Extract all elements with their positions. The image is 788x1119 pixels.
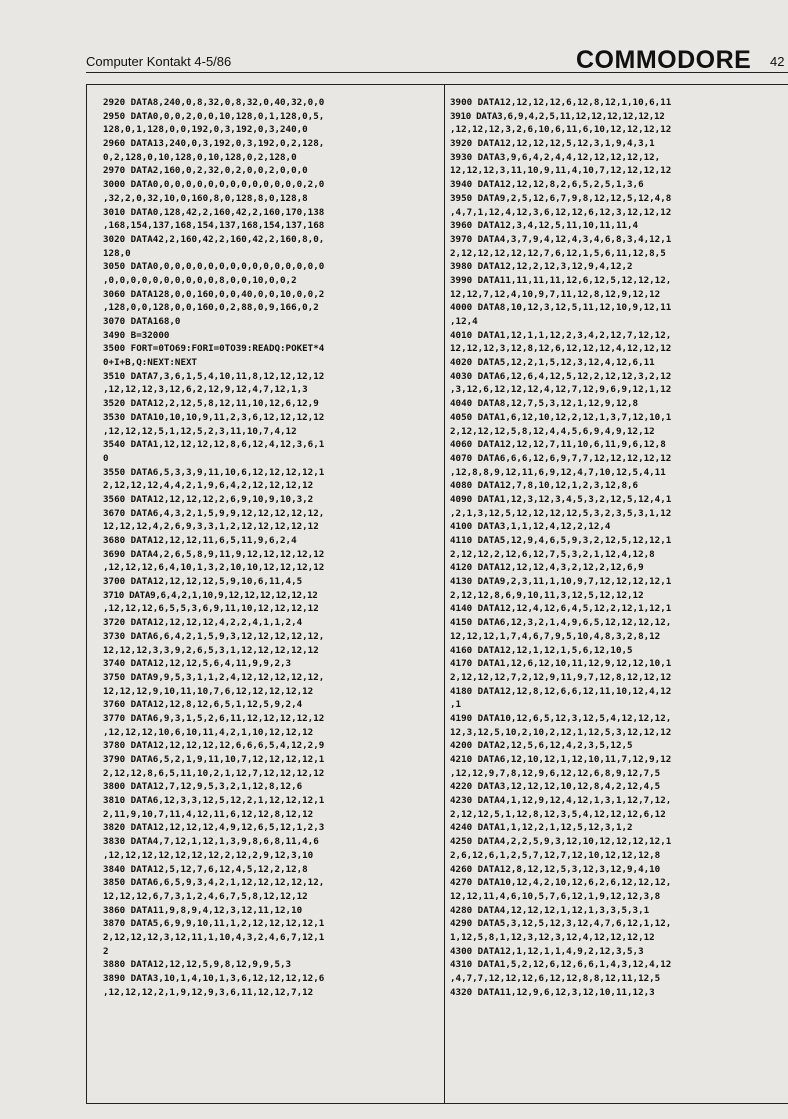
code-line: 4140 DATA12,12,4,12,6,4,5,12,2,12,1,12,1 — [450, 603, 672, 615]
code-line: 4040 DATA8,12,7,5,3,12,1,12,9,12,8 — [450, 398, 639, 410]
code-line: 3750 DATA9,9,5,3,1,1,2,4,12,12,12,12,12, — [103, 671, 325, 683]
code-line: 3560 DATA12,12,12,12,2,6,9,10,9,10,3,2 — [103, 493, 314, 505]
code-line: 4110 DATA5,12,9,4,6,5,9,3,2,12,5,12,12,1 — [450, 535, 672, 546]
code-line: 4020 DATA5,12,2,1,5,12,3,12,4,12,6,11 — [450, 357, 655, 369]
code-line: 4100 DATA3,1,1,12,4,12,2,12,4 — [450, 521, 611, 533]
code-line: 3490 B=32000 — [103, 329, 170, 341]
code-line: 3970 DATA4,3,7,9,4,12,4,3,4,6,8,3,4,12,1 — [450, 233, 672, 245]
page-header — [86, 46, 786, 74]
listing-column-right — [450, 96, 786, 999]
code-line: 12,3,12,5,10,2,10,2,12,1,12,5,3,12,12,12 — [450, 726, 672, 738]
code-line: 2,6,12,6,1,2,5,7,12,7,12,10,12,12,12,8 — [450, 849, 661, 861]
code-line: 12,12,12,1,7,4,6,7,9,5,10,4,8,3,2,8,12 — [450, 630, 661, 642]
code-line: ,12,12,12,6,4,10,1,3,2,10,10,12,12,12,12 — [103, 562, 325, 574]
code-line: 3510 DATA7,3,6,1,5,4,10,11,8,12,12,12,12 — [103, 370, 325, 382]
code-line: 3920 DATA12,12,12,12,5,12,3,1,9,4,3,1 — [450, 138, 655, 150]
code-line: 128,0 — [103, 247, 131, 259]
code-line: ,12,4 — [450, 316, 478, 327]
code-line: 2950 DATA0,0,0,2,0,0,10,128,0,1,128,0,5, — [103, 110, 325, 122]
code-line: 3700 DATA12,12,12,12,5,9,10,6,11,4,5 — [103, 576, 303, 588]
code-line: 2,12,12,12,12,12,7,6,12,1,5,6,11,12,8,5 — [450, 247, 666, 259]
code-line: 3730 DATA6,6,4,2,1,5,9,3,12,12,12,12,12, — [103, 630, 325, 642]
code-line: 3680 DATA12,12,12,11,6,5,11,9,6,2,4 — [103, 535, 297, 546]
code-line: ,12,12,12,5,1,12,5,2,3,11,10,7,4,12 — [103, 425, 297, 437]
code-line: 2 — [103, 945, 109, 957]
code-line: 12,12,12,4,2,6,9,3,3,1,2,12,12,12,12,12 — [103, 521, 319, 533]
code-line: ,12,12,12,2,1,9,12,9,3,6,11,12,12,7,12 — [103, 986, 314, 998]
code-line: 4220 DATA3,12,12,12,10,12,8,4,2,12,4,5 — [450, 781, 661, 793]
code-line: 4070 DATA6,6,6,12,6,9,7,7,12,12,12,12,12 — [450, 452, 672, 464]
code-line: 12,12,12,9,10,11,10,7,6,12,12,12,12,12 — [103, 685, 314, 697]
code-line: ,12,12,9,7,8,12,9,6,12,12,6,8,9,12,7,5 — [450, 767, 661, 779]
section-title: COMMODORE — [576, 46, 752, 74]
code-line: 12,12,12,3,3,9,2,6,5,3,1,12,12,12,12,12 — [103, 644, 319, 656]
code-line: ,128,0,0,128,0,0,160,0,2,88,0,9,166,0,2 — [103, 302, 319, 314]
code-line: 3670 DATA6,4,3,2,1,5,9,9,12,12,12,12,12, — [103, 507, 325, 519]
listing-column-left — [103, 96, 439, 999]
code-line: 3770 DATA6,9,3,1,5,2,6,11,12,12,12,12,12 — [103, 712, 325, 724]
code-line: ,4,7,7,12,12,12,6,12,12,8,8,12,11,12,5 — [450, 973, 661, 984]
code-line: 4260 DATA12,8,12,12,5,3,12,3,12,9,4,10 — [450, 863, 661, 875]
header-rule — [86, 72, 788, 73]
code-line: 3710 DATA9,6,4,2,1,10,9,12,12,12,12,12,12 — [103, 589, 318, 601]
code-line: 3980 DATA12,12,2,12,3,12,9,4,12,2 — [450, 261, 633, 273]
code-line: 4180 DATA12,12,8,12,6,6,12,11,10,12,4,12 — [450, 685, 672, 697]
code-line: 0+I+B,Q:NEXT:NEXT — [103, 357, 198, 369]
code-line: 3740 DATA12,12,12,5,6,4,11,9,9,2,3 — [103, 658, 292, 670]
code-line: 4010 DATA1,12,1,1,12,2,3,4,2,12,7,12,12, — [450, 329, 672, 341]
code-line: 2,12,12,12,7,2,12,9,11,9,7,12,8,12,12,12 — [450, 671, 672, 683]
code-line: 3500 FORT=0TO69:FORI=0TO39:READQ:POKET*4 — [103, 343, 325, 355]
code-line: ,12,12,12,3,12,6,2,12,9,12,4,7,12,1,3 — [103, 384, 308, 396]
code-line: 12,12,11,4,6,10,5,7,6,12,1,9,12,12,3,8 — [450, 890, 661, 902]
code-line: 3990 DATA11,11,11,11,12,6,12,5,12,12,12, — [450, 274, 672, 286]
code-line: 2,11,9,10,7,11,4,12,11,6,12,12,8,12,12 — [103, 808, 314, 820]
code-line: ,168,154,137,168,154,137,168,154,137,168 — [103, 220, 325, 232]
code-line: 3780 DATA12,12,12,12,12,6,6,6,5,4,12,2,9 — [103, 740, 325, 752]
code-line: 12,12,12,3,11,10,9,11,4,10,7,12,12,12,12 — [450, 165, 672, 177]
code-line: 3850 DATA6,6,5,9,3,4,2,1,12,12,12,12,12, — [103, 877, 325, 889]
code-line: ,12,8,8,9,12,11,6,9,12,4,7,10,12,5,4,11 — [450, 466, 666, 478]
code-line: 0,2,128,0,10,128,0,10,128,0,2,128,0 — [103, 151, 297, 163]
code-line: 3810 DATA6,12,3,3,12,5,12,2,1,12,12,12,1 — [103, 795, 325, 807]
code-line: 3890 DATA3,10,1,4,10,1,3,6,12,12,12,12,6 — [103, 973, 325, 984]
code-line: ,0,0,0,0,0,0,0,0,0,0,8,0,0,10,0,0,2 — [103, 274, 297, 286]
code-line: 4200 DATA2,12,5,6,12,4,2,3,5,12,5 — [450, 740, 633, 752]
code-line: 3760 DATA12,12,8,12,6,5,1,12,5,9,2,4 — [103, 699, 303, 711]
code-line: 4230 DATA4,1,12,9,12,4,12,1,3,1,12,7,12, — [450, 795, 672, 807]
code-line: 4310 DATA1,5,2,12,6,12,6,6,1,4,3,12,4,12 — [450, 959, 672, 971]
code-line: 4190 DATA10,12,6,5,12,3,12,5,4,12,12,12, — [450, 712, 672, 724]
code-line: 12,12,12,6,7,3,1,2,4,6,7,5,8,12,12,12 — [103, 890, 308, 902]
code-line: 4270 DATA10,12,4,2,10,12,6,2,6,12,12,12, — [450, 877, 672, 889]
code-line: 3820 DATA12,12,12,12,4,9,12,6,5,12,1,2,3 — [103, 822, 325, 834]
code-line: 4030 DATA6,12,6,4,12,5,12,2,12,12,3,2,12 — [450, 370, 672, 382]
code-line: 3720 DATA12,12,12,12,4,2,2,4,1,1,2,4 — [103, 617, 303, 629]
code-line: 3790 DATA6,5,2,1,9,11,10,7,12,12,12,12,1 — [103, 754, 325, 765]
code-line: 4300 DATA12,1,12,1,1,4,9,2,12,3,5,3 — [450, 945, 644, 957]
code-line: 3940 DATA12,12,12,8,2,6,5,2,5,1,3,6 — [450, 179, 644, 191]
code-line: 3060 DATA128,0,0,160,0,0,40,0,0,10,0,0,2 — [103, 288, 325, 300]
code-line: 3010 DATA0,128,42,2,160,42,2,160,170,138 — [103, 206, 325, 218]
code-line: ,12,12,12,12,12,12,12,2,12,2,9,12,3,10 — [103, 849, 314, 861]
code-line: 3860 DATA11,9,8,9,4,12,3,12,11,12,10 — [103, 904, 303, 916]
code-line: 2,12,12,5,1,12,8,12,3,5,4,12,12,12,6,12 — [450, 808, 666, 820]
code-line: 128,0,1,128,0,0,192,0,3,192,0,3,240,0 — [103, 124, 308, 136]
code-line: 3840 DATA12,5,12,7,6,12,4,5,12,2,12,8 — [103, 863, 308, 875]
code-line: 2,12,12,12,4,4,2,1,9,6,4,2,12,12,12,12 — [103, 480, 314, 492]
code-line: 3830 DATA4,7,12,1,12,1,3,9,8,6,8,11,4,6 — [103, 836, 319, 848]
code-line: 3800 DATA12,7,12,9,5,3,2,1,12,8,12,6 — [103, 781, 303, 793]
code-line: 4290 DATA5,3,12,5,12,3,12,4,7,6,12,1,12, — [450, 918, 672, 930]
code-line: 4170 DATA1,12,6,12,10,11,12,9,12,12,10,1 — [450, 658, 672, 670]
code-line: 4250 DATA4,2,2,5,9,3,12,10,12,12,12,12,1 — [450, 836, 672, 848]
code-line: 3910 DATA3,6,9,4,2,5,11,12,12,12,12,12,12 — [450, 110, 665, 122]
code-line: 4000 DATA8,10,12,3,12,5,11,12,10,9,12,11 — [450, 302, 672, 314]
code-line: 2,12,12,12,3,12,11,1,10,4,3,2,4,6,7,12,1 — [103, 931, 325, 943]
code-line: 3900 DATA12,12,12,12,6,12,8,12,1,10,6,11 — [450, 97, 672, 108]
code-line: 2970 DATA2,160,0,2,32,0,2,0,0,2,0,0,0 — [103, 165, 308, 177]
code-line: 3050 DATA0,0,0,0,0,0,0,0,0,0,0,0,0,0,0,0 — [103, 261, 325, 273]
code-line: ,4,7,1,12,4,12,3,6,12,12,6,12,3,12,12,12 — [450, 206, 672, 218]
code-line: 3540 DATA1,12,12,12,12,8,6,12,4,12,3,6,1 — [103, 439, 325, 451]
code-line: 1,12,5,8,1,12,3,12,3,12,4,12,12,12,12 — [450, 931, 655, 943]
code-line: 3960 DATA12,3,4,12,5,11,10,11,11,4 — [450, 220, 639, 232]
code-line: 2,12,12,8,6,9,10,11,3,12,5,12,12,12 — [450, 589, 644, 601]
code-line: 4160 DATA12,12,1,12,1,5,6,12,10,5 — [450, 644, 633, 656]
code-line: ,3,12,6,12,12,12,4,12,7,12,9,6,9,12,1,12 — [450, 384, 672, 396]
code-line: 12,12,7,12,4,10,9,7,11,12,8,12,9,12,12 — [450, 288, 661, 300]
column-divider — [444, 84, 445, 1104]
code-line: ,12,12,12,10,6,10,11,4,2,1,10,12,12,12 — [103, 726, 314, 738]
code-line: 3530 DATA10,10,10,9,11,2,3,6,12,12,12,12 — [103, 411, 325, 423]
code-line: ,12,12,12,6,5,5,3,6,9,11,10,12,12,12,12 — [103, 603, 319, 615]
code-line: 2920 DATA8,240,0,8,32,0,8,32,0,40,32,0,0 — [103, 97, 325, 108]
code-line: 3550 DATA6,5,3,3,9,11,10,6,12,12,12,12,1 — [103, 466, 325, 478]
code-line: 2,12,12,2,12,6,12,7,5,3,2,1,12,4,12,8 — [450, 548, 655, 560]
code-line: 2,12,12,8,6,5,11,10,2,1,12,7,12,12,12,12 — [103, 767, 325, 779]
code-line: 4150 DATA6,12,3,2,1,4,9,6,5,12,12,12,12, — [450, 617, 672, 629]
code-line: 3950 DATA9,2,5,12,6,7,9,8,12,12,5,12,4,8 — [450, 192, 672, 204]
code-line: 4080 DATA12,7,8,10,12,1,2,3,12,8,6 — [450, 480, 639, 492]
code-line: 4320 DATA11,12,9,6,12,3,12,10,11,12,3 — [450, 986, 655, 998]
code-line: 3520 DATA12,2,12,5,8,12,11,10,12,6,12,9 — [103, 398, 319, 410]
code-line: 12,12,12,3,12,8,12,6,12,12,12,4,12,12,12 — [450, 343, 672, 355]
code-line: 4240 DATA1,1,12,2,1,12,5,12,3,1,2 — [450, 822, 633, 834]
code-line: 3020 DATA42,2,160,42,2,160,42,2,160,8,0, — [103, 233, 325, 245]
code-line: 4280 DATA4,12,12,12,1,12,1,3,3,5,3,1 — [450, 904, 650, 916]
code-line: 2,12,12,12,5,8,12,4,4,5,6,9,4,9,12,12 — [450, 425, 655, 437]
code-line: ,32,2,0,32,10,0,160,8,0,128,8,0,128,8 — [103, 192, 308, 204]
page-number: 42 — [770, 54, 785, 69]
code-line: 4050 DATA1,6,12,10,12,2,12,1,3,7,12,10,1 — [450, 411, 672, 423]
code-line: 4120 DATA12,12,12,4,3,2,12,2,12,6,9 — [450, 562, 644, 574]
code-line: 3930 DATA3,9,6,4,2,4,4,12,12,12,12,12, — [450, 151, 661, 163]
code-line: 3070 DATA168,0 — [103, 316, 181, 327]
magazine-title: Computer Kontakt 4-5/86 — [86, 54, 232, 69]
code-line: ,2,1,3,12,5,12,12,12,12,5,3,2,3,5,3,1,12 — [450, 507, 672, 519]
code-line: 3000 DATA0,0,0,0,0,0,0,0,0,0,0,0,0,0,2,0 — [103, 179, 325, 191]
code-line: 4130 DATA9,2,3,11,1,10,9,7,12,12,12,12,1 — [450, 576, 672, 588]
code-line: ,12,12,12,3,2,6,10,6,11,6,10,12,12,12,12 — [450, 124, 672, 136]
code-line: ,1 — [450, 699, 462, 711]
code-line: 4060 DATA12,12,12,7,11,10,6,11,9,6,12,8 — [450, 439, 666, 451]
code-line: 3880 DATA12,12,12,5,9,8,12,9,9,5,3 — [103, 959, 292, 971]
code-line: 3690 DATA4,2,6,5,8,9,11,9,12,12,12,12,12 — [103, 548, 325, 560]
code-line: 4210 DATA6,12,10,12,1,12,10,11,7,12,9,12 — [450, 754, 672, 765]
code-line: 2960 DATA13,240,0,3,192,0,3,192,0,2,128, — [103, 138, 325, 150]
code-line: 0 — [103, 452, 109, 464]
code-line: 4090 DATA1,12,3,12,3,4,5,3,2,12,5,12,4,1 — [450, 493, 672, 505]
code-line: 3870 DATA5,6,9,9,10,11,1,2,12,12,12,12,1 — [103, 918, 325, 930]
